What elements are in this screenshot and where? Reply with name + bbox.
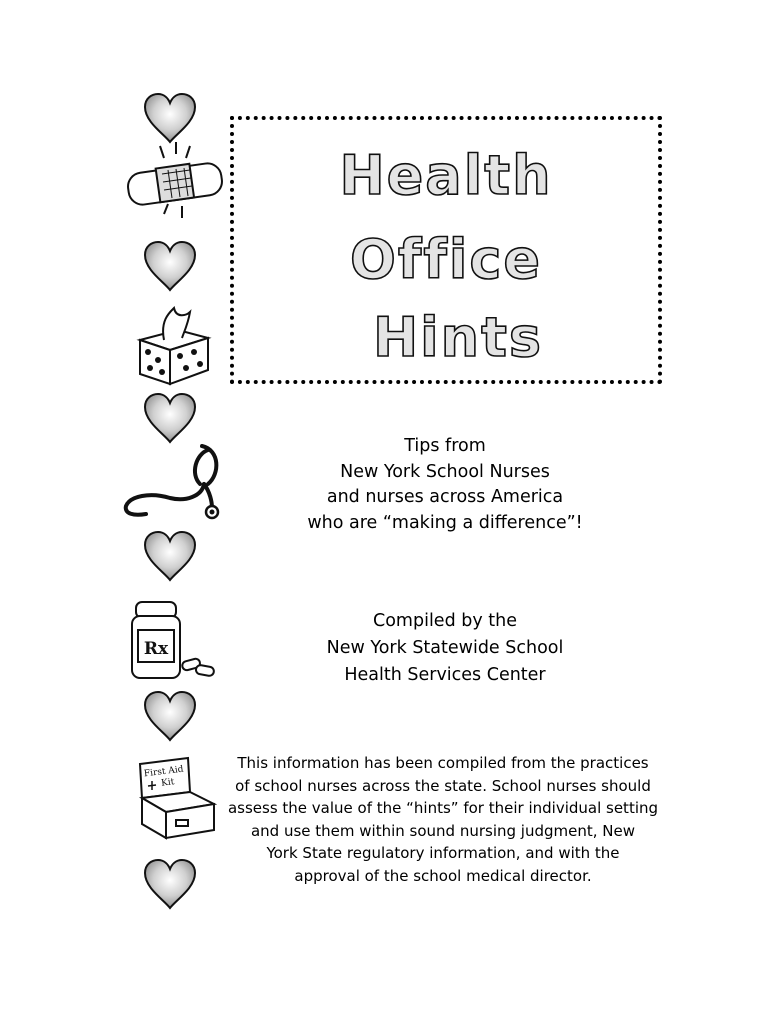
tips-line: and nurses across America (326, 487, 564, 507)
bottle-label: Rx (143, 639, 169, 659)
tissue-box-icon (134, 306, 214, 388)
disclaimer-line: assess the value of the “hints” for their individual setting (227, 799, 659, 817)
tips-line: Tips from (404, 436, 486, 456)
heart-icon (142, 92, 198, 144)
compiled-line: Health Services Center (344, 665, 546, 685)
disclaimer-line: York State regulatory information, and with the (266, 844, 620, 862)
compiled-line: New York Statewide School (326, 638, 564, 658)
first-aid-kit-icon (134, 752, 224, 842)
tips-block (270, 434, 620, 536)
bandage-icon (120, 140, 230, 220)
heart-icon (142, 392, 198, 444)
kit-label-2: Kit (160, 777, 175, 789)
title-line: Hints (372, 306, 544, 369)
disclaimer-line: approval of the school medical director. (294, 866, 592, 885)
disclaimer-line: This information has been compiled from the practices (237, 754, 649, 772)
heart-icon (142, 690, 198, 742)
tips-line: New York School Nurses (340, 461, 550, 482)
disclaimer-block (218, 752, 668, 887)
rx-bottle-icon (124, 596, 224, 682)
disclaimer-line: of school nurses across the state. School nurses should (235, 776, 651, 795)
heart-icon (142, 240, 198, 292)
compiled-line: Compiled by the (373, 611, 517, 631)
compiled-by-block (270, 608, 620, 689)
title-line: Office (349, 228, 543, 291)
title-box (230, 116, 662, 384)
stethoscope-icon (120, 440, 230, 520)
heart-icon (142, 530, 198, 582)
heart-icon (142, 858, 198, 910)
tips-line: who are “making a difference”! (307, 512, 583, 533)
disclaimer-line: and use them within sound nursing judgment, New (250, 821, 636, 840)
title-line: Health (339, 144, 553, 207)
kit-label-1: First Aid (143, 764, 185, 780)
